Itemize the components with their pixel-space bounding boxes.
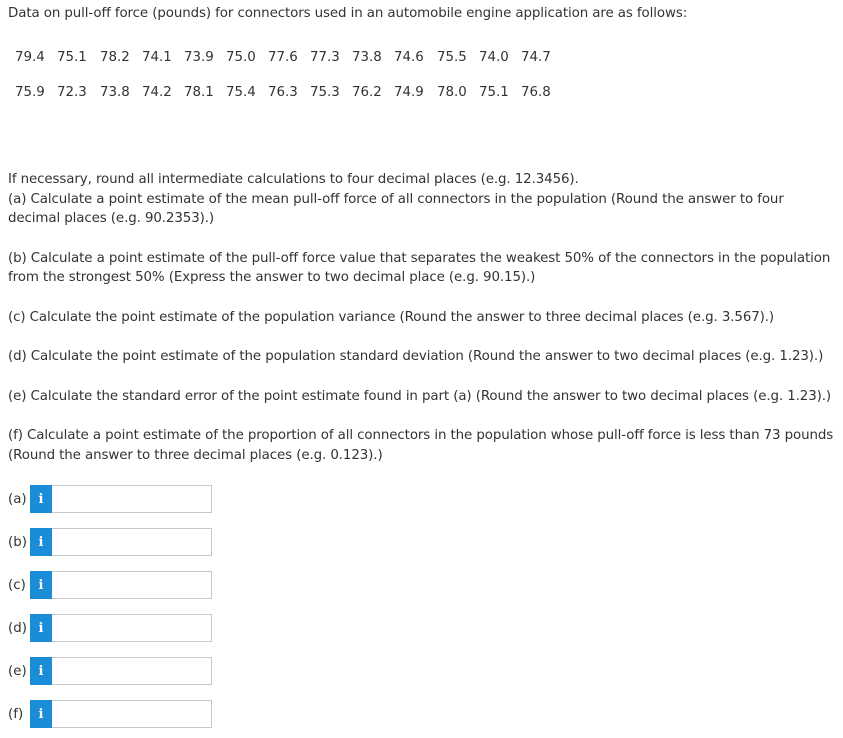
data-value: 75.0 [226,50,256,65]
data-value: 75.1 [57,50,87,65]
data-value: 75.5 [437,50,467,65]
question-f: (f) Calculate a point estimate of the proportion of all connectors in the population whose pull-off force is less than 73 pounds (Round the answer to three decimal places (e.g. 0.123).) [8,428,834,463]
answer-label-c: (c) [8,577,26,593]
data-row-2 [15,85,563,100]
info-icon[interactable]: i [30,614,52,642]
data-value: 77.3 [310,50,340,65]
data-value: 78.2 [100,50,130,65]
answer-label-a: (a) [8,491,27,507]
data-value: 72.3 [57,85,87,100]
answer-row-d [8,613,212,643]
data-value: 75.4 [226,85,256,100]
answer-label-e: (e) [8,663,27,679]
data-value: 73.8 [100,85,130,100]
answer-row-b [8,527,212,557]
data-value: 73.9 [184,50,214,65]
data-value: 76.3 [268,85,298,100]
info-icon[interactable]: i [30,700,52,728]
question-e: (e) Calculate the standard error of the point estimate found in part (a) (Round the answer to two decimal places (e.g. 1.23).) [8,388,832,404]
answer-row-e [8,656,212,686]
answer-input-f[interactable] [52,700,212,728]
data-value: 76.2 [352,85,382,100]
data-value: 74.6 [394,50,424,65]
data-value: 75.1 [479,85,509,100]
data-value: 75.3 [310,85,340,100]
intro-text: Data on pull-off force (pounds) for connectors used in an automobile engine application are as follows: [8,6,688,21]
info-icon[interactable]: i [30,528,52,556]
answer-input-e[interactable] [52,657,212,685]
data-value: 74.7 [521,50,551,65]
data-value: 74.2 [142,85,172,100]
answer-label-f: (f) [8,706,24,722]
info-icon[interactable]: i [30,571,52,599]
answer-input-d[interactable] [52,614,212,642]
question-c: (c) Calculate the point estimate of the population variance (Round the answer to three decimal places (e.g. 3.567).) [8,309,775,325]
answer-row-c [8,570,212,600]
answer-input-b[interactable] [52,528,212,556]
question-b: (b) Calculate a point estimate of the pull-off force value that separates the weakest 50% of the connectors in the population from the strongest 50% (Express the answer to two decimal place (e.g. 90.15).) [8,250,831,285]
question-d: (d) Calculate the point estimate of the population standard deviation (Round the answer to two decimal places (e.g. 1.23).) [8,349,824,364]
data-value: 75.9 [15,85,45,100]
data-value: 74.0 [479,50,509,65]
question-a: (a) Calculate a point estimate of the mean pull-off force of all connectors in the population (Round the answer to four decimal places (e.g. 90.2353).) [8,191,784,226]
data-value: 78.0 [437,85,467,100]
answer-row-a [8,484,212,514]
questions-block [8,170,834,465]
data-value: 77.6 [268,50,298,65]
data-value: 73.8 [352,50,382,65]
answer-label-b: (b) [8,534,27,550]
data-value: 76.8 [521,85,551,100]
rounding-note: If necessary, round all intermediate calculations to four decimal places (e.g. 12.3456). [8,172,579,187]
answer-input-a[interactable] [52,485,212,513]
info-icon[interactable]: i [30,657,52,685]
data-value: 74.1 [142,50,172,65]
answer-row-f [8,699,212,729]
data-value: 79.4 [15,50,45,65]
info-icon[interactable]: i [30,485,52,513]
answer-input-c[interactable] [52,571,212,599]
data-value: 74.9 [394,85,424,100]
answer-label-d: (d) [8,620,27,636]
data-row-1 [15,50,563,65]
data-value: 78.1 [184,85,214,100]
